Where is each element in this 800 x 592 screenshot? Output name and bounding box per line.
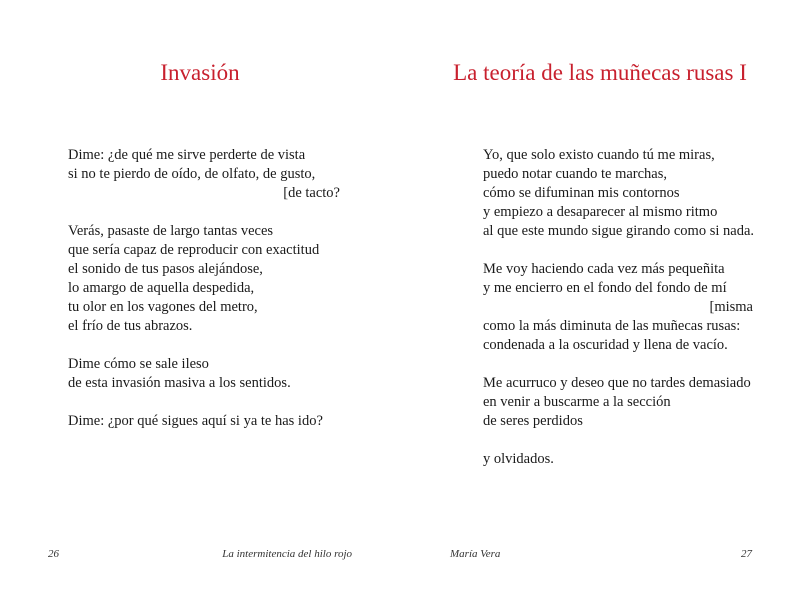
stanza (68, 412, 340, 431)
poem-line: Yo, que solo existo cuando tú me miras, (483, 147, 715, 163)
right-page (400, 0, 800, 592)
poem-line: Verás, pasaste de largo tantas veces (68, 223, 274, 239)
poem-line: y olvidados. (483, 451, 554, 467)
poem-line: Me voy haciendo cada vez más pequeñita (483, 261, 725, 277)
poem-line: Me acurruco y deseo que no tardes demasiado (483, 375, 751, 391)
poem-line: el sonido de tus pasos alejándose, (68, 261, 263, 277)
poem-body (483, 146, 753, 469)
stanza (68, 355, 340, 393)
poem-line: [misma (709, 299, 753, 315)
poem-line: de seres perdidos (483, 413, 583, 429)
poem-line: el frío de tus abrazos. (68, 318, 193, 334)
poem-line: de esta invasión masiva a los sentidos. (68, 375, 291, 391)
poem-line: si no te pierdo de oído, de olfato, de gusto, (68, 166, 316, 182)
poem-line: y empiezo a desaparecer al mismo ritmo (483, 204, 718, 220)
poem-line: como la más diminuta de las muñecas rusas: (483, 318, 741, 334)
page-number: 27 (741, 548, 752, 560)
stanza (68, 222, 340, 336)
poem-line: [de tacto? (283, 185, 340, 201)
poem-line: condenada a la oscuridad y llena de vacío. (483, 337, 728, 353)
poem-line: tu olor en los vagones del metro, (68, 299, 258, 315)
stanza (483, 374, 753, 431)
stanza (483, 450, 753, 469)
poem-title: Invasión (160, 60, 240, 85)
page-number: 26 (48, 548, 59, 560)
stanza (483, 260, 753, 355)
stanza (483, 146, 753, 241)
poem-line: Dime cómo se sale ileso (68, 356, 209, 372)
poem-body (68, 146, 340, 431)
poem-line: Dime: ¿de qué me sirve perderte de vista (68, 147, 306, 163)
poem-line: y me encierro en el fondo del fondo de mí (483, 280, 727, 296)
poem-line: que sería capaz de reproducir con exactitud (68, 242, 320, 258)
poem-line: cómo se difuminan mis contornos (483, 185, 680, 201)
poem-line: Dime: ¿por qué sigues aquí si ya te has ido? (68, 413, 323, 429)
running-head-book-title: La intermitencia del hilo rojo (222, 548, 352, 560)
poem-line: puedo notar cuando te marchas, (483, 166, 667, 182)
running-head-author: María Vera (450, 548, 501, 560)
poem-line: en venir a buscarme a la sección (483, 394, 671, 410)
stanza (68, 146, 340, 203)
poem-line: lo amargo de aquella despedida, (68, 280, 255, 296)
poem-line: al que este mundo sigue girando como si nada. (483, 223, 755, 239)
poem-title: La teoría de las muñecas rusas I (453, 60, 747, 85)
